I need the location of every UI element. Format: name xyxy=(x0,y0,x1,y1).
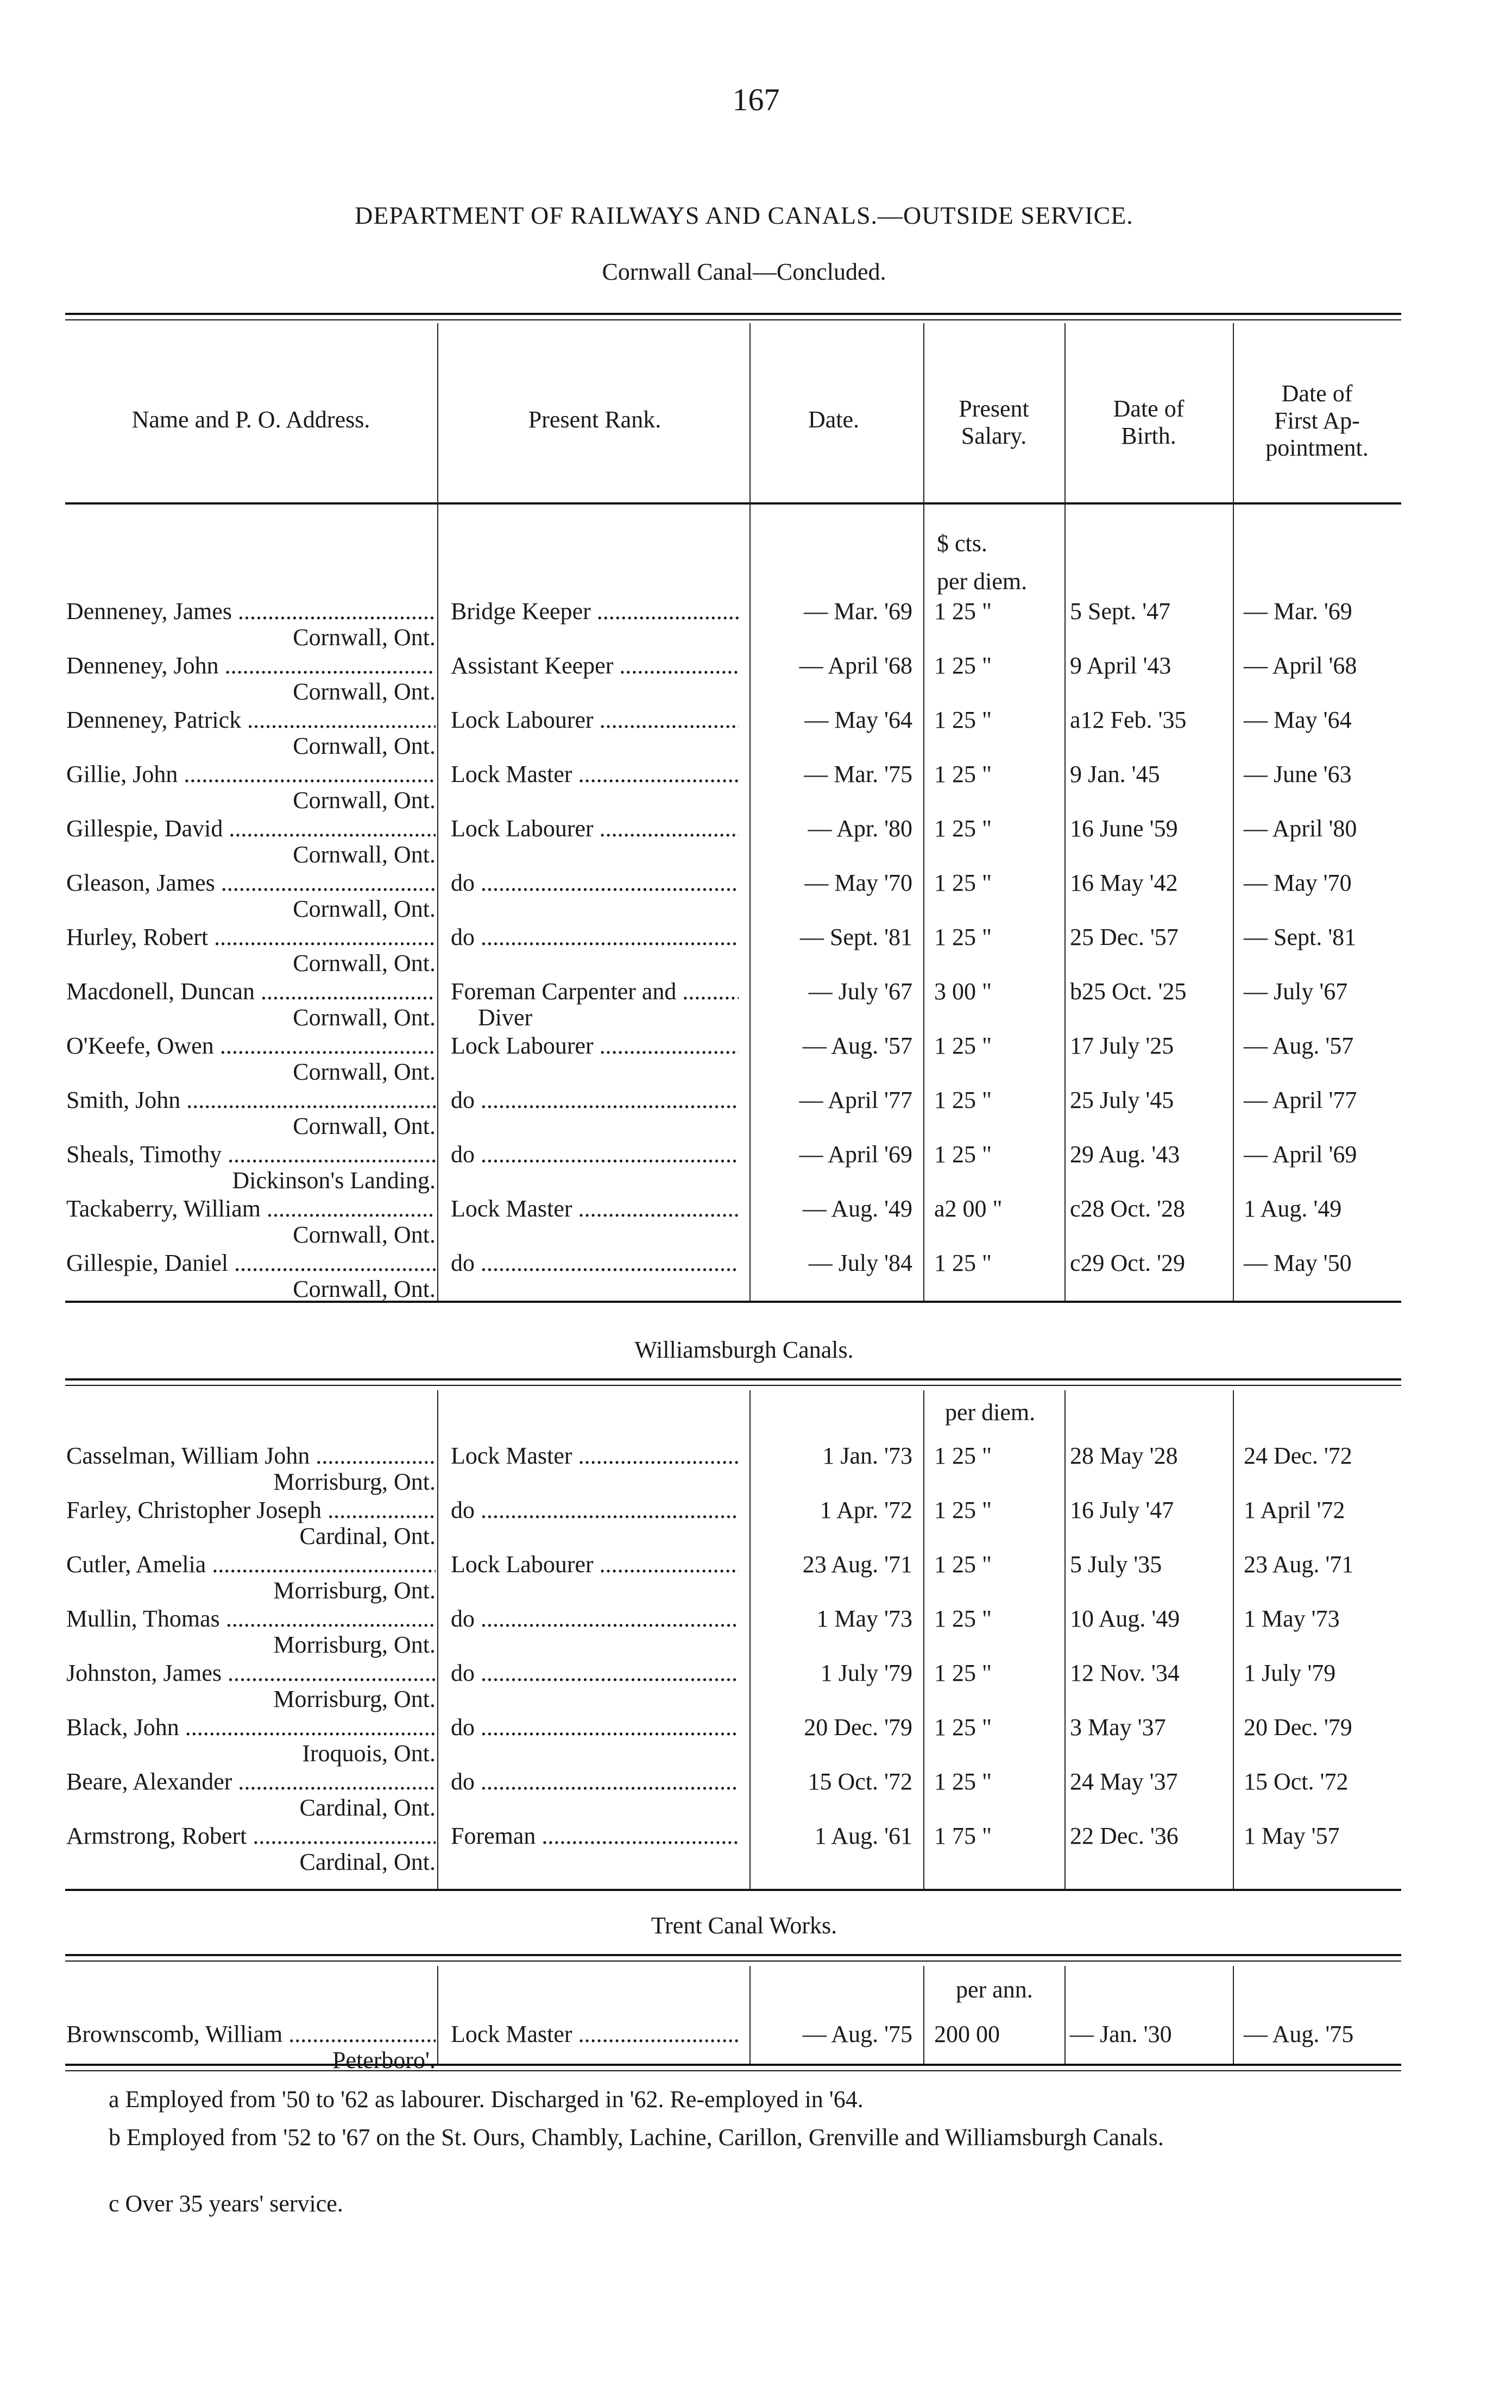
rank-date: 20 Dec. '79 xyxy=(804,1714,912,1741)
present-rank: do ..... xyxy=(451,923,739,951)
header-first-line1: Date of xyxy=(1281,380,1353,407)
header-top-rule xyxy=(65,313,1401,315)
header-top-rule-2 xyxy=(65,319,1401,320)
rank-date: — Sept. '81 xyxy=(799,924,912,950)
date-first-appointment: — July '67 xyxy=(1244,978,1348,1005)
employee-address: Cornwall, Ont. xyxy=(293,624,436,651)
rank-date: — April '68 xyxy=(799,652,912,679)
table-row xyxy=(0,1822,1512,1876)
employee-name: Gleason, James ..... xyxy=(66,869,436,897)
table-row xyxy=(0,2020,1512,2075)
employee-name: Brownscomb, William ..... xyxy=(66,2020,436,2048)
employee-address: Cardinal, Ont. xyxy=(299,1849,436,1875)
footer-rule xyxy=(65,2064,1401,2066)
present-rank: do ..... xyxy=(451,1496,739,1524)
date-first-appointment: 24 Dec. '72 xyxy=(1244,1442,1352,1469)
footnote-c: c Over 35 years' service. xyxy=(109,2190,343,2217)
table-row xyxy=(0,1442,1512,1496)
employee-name: Casselman, William John ..... xyxy=(66,1442,436,1470)
date-of-birth: b25 Oct. '25 xyxy=(1070,978,1187,1005)
units-dollars-cents: $ cts. xyxy=(937,530,987,557)
date-first-appointment: — Aug. '75 xyxy=(1244,2021,1354,2047)
employee-name: Gillie, John ..... xyxy=(66,760,436,788)
units2-per-diem: per diem. xyxy=(945,1399,1036,1426)
table-row xyxy=(0,923,1512,978)
present-salary: 1 25 " xyxy=(934,1605,992,1632)
employee-address: Cornwall, Ont. xyxy=(293,1058,436,1085)
present-rank: Lock Master ..... xyxy=(451,760,739,788)
date-first-appointment: — June '63 xyxy=(1244,761,1352,787)
present-salary: 1 25 " xyxy=(934,1442,992,1469)
present-salary: 1 25 " xyxy=(934,1768,992,1795)
rank-date: 1 Apr. '72 xyxy=(820,1497,912,1523)
table-row xyxy=(0,1249,1512,1303)
date-of-birth: 3 May '37 xyxy=(1070,1714,1166,1741)
rank-date: — May '64 xyxy=(804,707,912,733)
date-of-birth: 16 June '59 xyxy=(1070,815,1178,842)
present-rank: Lock Labourer ..... xyxy=(451,1550,739,1578)
employee-address: Morrisburg, Ont. xyxy=(273,1631,436,1658)
employee-name: Tackaberry, William ..... xyxy=(66,1195,436,1222)
table-row xyxy=(0,706,1512,760)
date-of-birth: 25 July '45 xyxy=(1070,1087,1174,1113)
table-row xyxy=(0,978,1512,1032)
present-rank: do ..... xyxy=(451,1140,739,1168)
date-first-appointment: — May '50 xyxy=(1244,1250,1352,1276)
table-row xyxy=(0,815,1512,869)
date-first-appointment: 1 July '79 xyxy=(1244,1660,1336,1686)
date-of-birth: 9 Jan. '45 xyxy=(1070,761,1160,787)
table-row xyxy=(0,1550,1512,1605)
employee-address: Peterboro'. xyxy=(332,2047,436,2073)
present-rank: do ..... xyxy=(451,1086,739,1114)
section3-top-rule xyxy=(65,1889,1401,1891)
present-rank-continued: Diver xyxy=(478,1004,533,1031)
table-row xyxy=(0,1496,1512,1550)
present-rank: Lock Master ..... xyxy=(451,2020,739,2048)
section-title-cornwall: Cornwall Canal—Concluded. xyxy=(602,259,886,285)
date-first-appointment: — May '70 xyxy=(1244,869,1352,896)
employee-name: Gillespie, Daniel ..... xyxy=(66,1249,436,1277)
date-of-birth: 16 July '47 xyxy=(1070,1497,1174,1523)
present-salary: 1 25 " xyxy=(934,1250,992,1276)
present-rank: do ..... xyxy=(451,1249,739,1277)
units-per-diem: per diem. xyxy=(937,568,1028,595)
employee-address: Cornwall, Ont. xyxy=(293,896,436,922)
employee-name: Denneney, James ..... xyxy=(66,597,436,625)
header-salary xyxy=(923,395,1064,450)
rank-date: — July '84 xyxy=(808,1250,912,1276)
present-salary: 1 25 " xyxy=(934,1032,992,1059)
present-salary: 1 25 " xyxy=(934,598,992,625)
present-rank: do ..... xyxy=(451,1713,739,1741)
employee-address: Cornwall, Ont. xyxy=(293,678,436,705)
employee-address: Cardinal, Ont. xyxy=(299,1523,436,1549)
employee-address: Cornwall, Ont. xyxy=(293,733,436,759)
rank-date: — Aug. '75 xyxy=(802,2021,912,2047)
rank-date: 1 May '73 xyxy=(816,1605,912,1632)
present-rank: do ..... xyxy=(451,1659,739,1687)
date-first-appointment: 20 Dec. '79 xyxy=(1244,1714,1352,1741)
employee-address: Cornwall, Ont. xyxy=(293,1004,436,1031)
rank-date: 1 July '79 xyxy=(820,1660,912,1686)
employee-address: Cornwall, Ont. xyxy=(293,1113,436,1139)
footnote-a: a Employed from '50 to '62 as labourer. Discharged in '62. Re-employed in '64. xyxy=(109,2086,864,2113)
table-row xyxy=(0,869,1512,923)
section-title-trent: Trent Canal Works. xyxy=(651,1912,837,1939)
present-salary: 1 25 " xyxy=(934,761,992,787)
employee-name: Johnston, James ..... xyxy=(66,1659,436,1687)
date-first-appointment: — April '77 xyxy=(1244,1087,1357,1113)
rank-date: — May '70 xyxy=(804,869,912,896)
present-rank: Bridge Keeper ..... xyxy=(451,597,739,625)
present-rank: do ..... xyxy=(451,1605,739,1632)
employee-name: Hurley, Robert ..... xyxy=(66,923,436,951)
date-first-appointment: — April '80 xyxy=(1244,815,1357,842)
rank-date: 15 Oct. '72 xyxy=(808,1768,912,1795)
table-row xyxy=(0,1086,1512,1140)
header-salary-line2: Salary. xyxy=(961,423,1027,449)
present-rank: Lock Master ..... xyxy=(451,1195,739,1222)
rank-date: 1 Jan. '73 xyxy=(822,1442,912,1469)
employee-address: Iroquois, Ont. xyxy=(302,1740,436,1767)
header-birth-line2: Birth. xyxy=(1121,423,1176,449)
date-first-appointment: 1 April '72 xyxy=(1244,1497,1345,1523)
table-row xyxy=(0,1768,1512,1822)
date-of-birth: 24 May '37 xyxy=(1070,1768,1178,1795)
header-rank: Present Rank. xyxy=(528,406,662,433)
footer-rule-2 xyxy=(65,2070,1401,2071)
table-row xyxy=(0,1605,1512,1659)
present-salary: 1 25 " xyxy=(934,924,992,950)
table-row xyxy=(0,760,1512,815)
present-rank: do ..... xyxy=(451,1768,739,1795)
date-first-appointment: 23 Aug. '71 xyxy=(1244,1551,1354,1578)
employee-address: Cornwall, Ont. xyxy=(293,1276,436,1302)
date-first-appointment: — May '64 xyxy=(1244,707,1352,733)
present-salary: 1 25 " xyxy=(934,1551,992,1578)
table-row xyxy=(0,1713,1512,1768)
employee-name: Farley, Christopher Joseph ..... xyxy=(66,1496,436,1524)
units3-per-annum: per ann. xyxy=(956,1976,1033,2003)
present-rank: do ..... xyxy=(451,869,739,897)
date-of-birth: c28 Oct. '28 xyxy=(1070,1195,1185,1222)
present-salary: 3 00 " xyxy=(934,978,992,1005)
employee-address: Cornwall, Ont. xyxy=(293,787,436,814)
header-name: Name and P. O. Address. xyxy=(131,406,370,433)
present-salary: 1 25 " xyxy=(934,1087,992,1113)
header-first-line2: First Ap- xyxy=(1274,407,1360,434)
rank-date: — Mar. '75 xyxy=(804,761,912,787)
present-rank: Lock Labourer ..... xyxy=(451,1032,739,1060)
employee-name: Black, John ..... xyxy=(66,1713,436,1741)
date-of-birth: 16 May '42 xyxy=(1070,869,1178,896)
date-of-birth: 28 May '28 xyxy=(1070,1442,1178,1469)
employee-name: Denneney, John ..... xyxy=(66,652,436,679)
present-salary: 1 25 " xyxy=(934,1497,992,1523)
rank-date: — Mar. '69 xyxy=(804,598,912,625)
present-salary: 1 25 " xyxy=(934,707,992,733)
date-first-appointment: 1 May '57 xyxy=(1244,1823,1340,1849)
date-of-birth: 22 Dec. '36 xyxy=(1070,1823,1179,1849)
present-salary: a2 00 " xyxy=(934,1195,1003,1222)
date-of-birth: 12 Nov. '34 xyxy=(1070,1660,1180,1686)
table-row xyxy=(0,1659,1512,1713)
rank-date: — Aug. '57 xyxy=(802,1032,912,1059)
date-first-appointment: — April '68 xyxy=(1244,652,1357,679)
section-title-williamsburgh: Williamsburgh Canals. xyxy=(634,1337,854,1363)
header-birth-line1: Date of xyxy=(1113,395,1185,422)
present-salary: 1 25 " xyxy=(934,1141,992,1168)
date-of-birth: 10 Aug. '49 xyxy=(1070,1605,1180,1632)
employee-address: Cardinal, Ont. xyxy=(299,1794,436,1821)
table-row xyxy=(0,652,1512,706)
employee-name: Beare, Alexander ..... xyxy=(66,1768,436,1795)
section2-header-rule xyxy=(65,1378,1401,1380)
employee-name: Armstrong, Robert ..... xyxy=(66,1822,436,1850)
date-first-appointment: — Aug. '57 xyxy=(1244,1032,1354,1059)
header-date: Date. xyxy=(808,406,860,433)
employee-name: Sheals, Timothy ..... xyxy=(66,1140,436,1168)
present-salary: 200 00 xyxy=(934,2021,1000,2047)
employee-name: O'Keefe, Owen ..... xyxy=(66,1032,436,1060)
employee-address: Morrisburg, Ont. xyxy=(273,1577,436,1604)
date-of-birth: c29 Oct. '29 xyxy=(1070,1250,1185,1276)
employee-name: Gillespie, David ..... xyxy=(66,815,436,842)
employee-name: Denneney, Patrick ..... xyxy=(66,706,436,734)
date-of-birth: 25 Dec. '57 xyxy=(1070,924,1179,950)
present-salary: 1 25 " xyxy=(934,1660,992,1686)
date-first-appointment: — April '69 xyxy=(1244,1141,1357,1168)
date-first-appointment: — Mar. '69 xyxy=(1244,598,1352,625)
present-rank: Lock Master ..... xyxy=(451,1442,739,1470)
date-of-birth: 29 Aug. '43 xyxy=(1070,1141,1180,1168)
date-of-birth: a12 Feb. '35 xyxy=(1070,707,1187,733)
rank-date: — July '67 xyxy=(808,978,912,1005)
table-row xyxy=(0,1032,1512,1086)
page-number: 167 xyxy=(732,82,780,117)
rank-date: 23 Aug. '71 xyxy=(802,1551,912,1578)
date-of-birth: 5 July '35 xyxy=(1070,1551,1162,1578)
present-salary: 1 25 " xyxy=(934,1714,992,1741)
present-salary: 1 25 " xyxy=(934,815,992,842)
date-of-birth: 9 April '43 xyxy=(1070,652,1171,679)
employee-name: Mullin, Thomas ..... xyxy=(66,1605,436,1632)
employee-name: Macdonell, Duncan ..... xyxy=(66,978,436,1005)
table-row xyxy=(0,1195,1512,1249)
present-salary: 1 75 " xyxy=(934,1823,992,1849)
header-salary-line1: Present xyxy=(959,395,1029,422)
date-first-appointment: 15 Oct. '72 xyxy=(1244,1768,1349,1795)
table-row xyxy=(0,597,1512,652)
section3-header-rule-2 xyxy=(65,1961,1401,1962)
present-rank: Foreman Carpenter and ..... xyxy=(451,978,739,1005)
header-birth xyxy=(1064,395,1233,450)
employee-name: Smith, John ..... xyxy=(66,1086,436,1114)
employee-address: Morrisburg, Ont. xyxy=(273,1468,436,1495)
rank-date: — April '69 xyxy=(799,1141,912,1168)
header-first-appointment xyxy=(1233,380,1401,462)
employee-address: Dickinson's Landing. xyxy=(232,1167,436,1194)
date-first-appointment: 1 Aug. '49 xyxy=(1244,1195,1342,1222)
date-of-birth: — Jan. '30 xyxy=(1070,2021,1172,2047)
present-rank: Lock Labourer ..... xyxy=(451,815,739,842)
footnote-b: b Employed from '52 to '67 on the St. Ours, Chambly, Lachine, Carillon, Grenville and Williamsburgh Canals. xyxy=(109,2124,1164,2151)
table-row xyxy=(0,1140,1512,1195)
header-bottom-rule xyxy=(65,502,1401,505)
rank-date: — Apr. '80 xyxy=(808,815,912,842)
present-rank: Assistant Keeper ..... xyxy=(451,652,739,679)
section2-header-rule-2 xyxy=(65,1385,1401,1386)
rank-date: — April '77 xyxy=(799,1087,912,1113)
employee-address: Cornwall, Ont. xyxy=(293,1221,436,1248)
date-first-appointment: 1 May '73 xyxy=(1244,1605,1340,1632)
section2-top-rule xyxy=(65,1301,1401,1303)
present-salary: 1 25 " xyxy=(934,652,992,679)
rank-date: 1 Aug. '61 xyxy=(814,1823,912,1849)
present-rank: Foreman ..... xyxy=(451,1822,739,1850)
employee-address: Morrisburg, Ont. xyxy=(273,1686,436,1712)
page-title: DEPARTMENT OF RAILWAYS AND CANALS.—OUTSIDE SERVICE. xyxy=(355,201,1133,229)
employee-name: Cutler, Amelia ..... xyxy=(66,1550,436,1578)
header-first-line3: pointment. xyxy=(1265,434,1369,461)
date-of-birth: 17 July '25 xyxy=(1070,1032,1174,1059)
present-rank: Lock Labourer ..... xyxy=(451,706,739,734)
date-first-appointment: — Sept. '81 xyxy=(1244,924,1357,950)
date-of-birth: 5 Sept. '47 xyxy=(1070,598,1171,625)
section3-header-rule xyxy=(65,1954,1401,1956)
present-salary: 1 25 " xyxy=(934,869,992,896)
rank-date: — Aug. '49 xyxy=(802,1195,912,1222)
employee-address: Cornwall, Ont. xyxy=(293,950,436,976)
employee-address: Cornwall, Ont. xyxy=(293,841,436,868)
